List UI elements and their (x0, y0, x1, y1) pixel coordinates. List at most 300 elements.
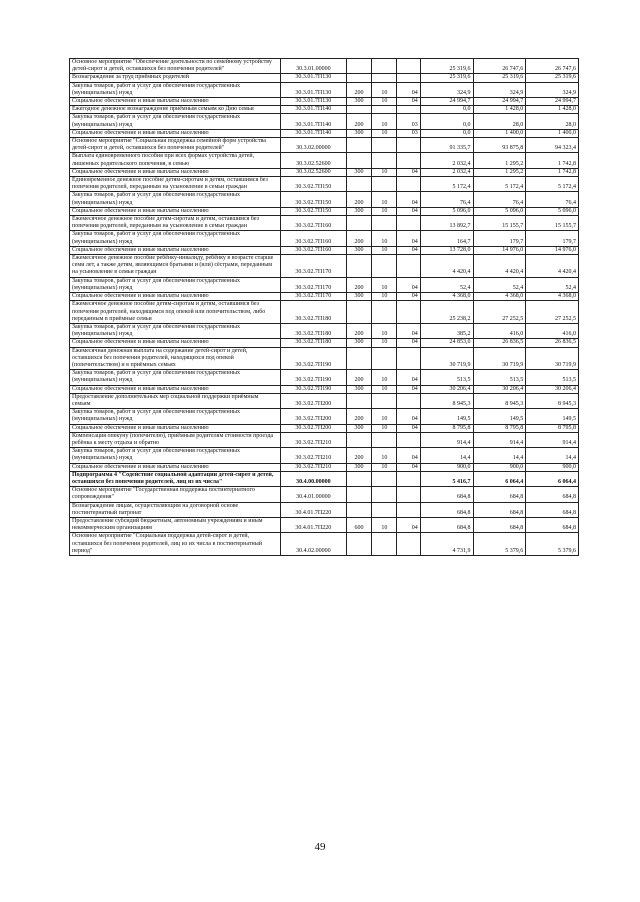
amount-year2-cell: 684,8 (473, 487, 526, 502)
table-row (70, 293, 579, 301)
subsection-cell: 04 (397, 293, 420, 301)
amount-year2-cell: 27 252,5 (473, 301, 526, 324)
amount-year1-cell: 513,5 (420, 370, 473, 385)
table-row (70, 432, 579, 447)
table-row (70, 471, 579, 486)
amount-year3-cell: 179,7 (526, 231, 579, 246)
table-row (70, 339, 579, 347)
amount-year2-cell: 1 295,2 (473, 168, 526, 176)
amount-year2-cell: 8 945,3 (473, 393, 526, 408)
target-code-cell: 30.3.02.7П150 (280, 177, 346, 192)
amount-year2-cell: 149,5 (473, 409, 526, 424)
amount-year2-cell: 5 096,0 (473, 207, 526, 215)
expense-type-cell (346, 177, 371, 192)
section-cell: 10 (372, 246, 397, 254)
subsection-cell (397, 106, 420, 114)
subsection-cell: 04 (397, 207, 420, 215)
subsection-cell: 04 (397, 231, 420, 246)
target-code-cell: 30.3.02.7П160 (280, 246, 346, 254)
subsection-cell (397, 533, 420, 556)
section-cell (372, 153, 397, 168)
expense-type-cell: 200 (346, 114, 371, 129)
expense-type-cell (346, 502, 371, 517)
expense-type-cell (346, 432, 371, 447)
section-cell (372, 177, 397, 192)
target-code-cell: 30.3.02.7П150 (280, 207, 346, 215)
section-cell (372, 471, 397, 486)
amount-year3-cell: 1 742,8 (526, 168, 579, 176)
expense-type-cell: 300 (346, 207, 371, 215)
expense-type-cell (346, 138, 371, 153)
subsection-cell (397, 153, 420, 168)
section-cell: 10 (372, 339, 397, 347)
amount-year3-cell: 8 945,3 (526, 393, 579, 408)
amount-year2-cell: 30 206,4 (473, 385, 526, 393)
amount-year3-cell: 5 172,4 (526, 177, 579, 192)
budget-table-body (70, 59, 579, 556)
amount-year1-cell: 25 319,6 (420, 74, 473, 82)
section-cell (372, 487, 397, 502)
table-row (70, 138, 579, 153)
amount-year2-cell: 914,4 (473, 432, 526, 447)
amount-year1-cell: 5 416,7 (420, 471, 473, 486)
section-cell: 10 (372, 277, 397, 292)
expense-type-cell: 300 (346, 98, 371, 106)
amount-year2-cell: 26 836,5 (473, 339, 526, 347)
target-code-cell: 30.3.02.7П180 (280, 301, 346, 324)
section-cell: 10 (372, 129, 397, 137)
amount-year3-cell: 1 428,0 (526, 106, 579, 114)
amount-year2-cell: 76,4 (473, 192, 526, 207)
amount-year1-cell: 24 994,7 (420, 98, 473, 106)
subsection-cell: 04 (397, 82, 420, 97)
subsection-cell (397, 471, 420, 486)
expense-type-cell (346, 216, 371, 231)
subsection-cell: 04 (397, 385, 420, 393)
amount-year1-cell: 30 206,4 (420, 385, 473, 393)
table-row (70, 129, 579, 137)
amount-year2-cell: 93 875,8 (473, 138, 526, 153)
row-name-cell: Основное мероприятие "Обеспечение деятельности по семейному устройству детей-сирот и детей, оставшихся без попечения родителей" (70, 59, 281, 74)
amount-year2-cell: 30 719,9 (473, 347, 526, 370)
section-cell (372, 347, 397, 370)
amount-year1-cell: 0,0 (420, 106, 473, 114)
amount-year2-cell: 28,0 (473, 114, 526, 129)
amount-year2-cell: 1 400,0 (473, 129, 526, 137)
section-cell (372, 106, 397, 114)
expense-type-cell: 200 (346, 82, 371, 97)
row-name-cell: Ежегодное денежное вознаграждение приёмным семьям ко Дню семьи (70, 106, 281, 114)
section-cell: 10 (372, 385, 397, 393)
amount-year1-cell: 4 368,0 (420, 293, 473, 301)
amount-year3-cell: 1 400,0 (526, 129, 579, 137)
expense-type-cell: 200 (346, 231, 371, 246)
amount-year1-cell: 2 032,4 (420, 168, 473, 176)
amount-year1-cell: 30 719,9 (420, 347, 473, 370)
target-code-cell: 30.3.02.7П150 (280, 192, 346, 207)
table-row (70, 463, 579, 471)
section-cell: 10 (372, 370, 397, 385)
amount-year1-cell: 13 892,7 (420, 216, 473, 231)
section-cell (372, 59, 397, 74)
subsection-cell: 03 (397, 114, 420, 129)
table-row (70, 385, 579, 393)
amount-year2-cell: 15 155,7 (473, 216, 526, 231)
row-name-cell: Закупка товаров, работ и услуг для обеспечения государственных (муниципальных) нужд (70, 114, 281, 129)
subsection-cell (397, 59, 420, 74)
amount-year2-cell: 513,5 (473, 370, 526, 385)
amount-year2-cell: 324,9 (473, 82, 526, 97)
amount-year3-cell: 324,9 (526, 82, 579, 97)
row-name-cell: Выплата единовременного пособия при всех формах устройства детей, лишенных родительского попечения, в семью (70, 153, 281, 168)
amount-year1-cell: 8 795,8 (420, 424, 473, 432)
budget-table (69, 58, 579, 556)
row-name-cell: Компенсация опекуну (попечителю), приёмным родителям стоимости проезда ребёнка к месту отдыха и обратно (70, 432, 281, 447)
amount-year2-cell: 416,0 (473, 323, 526, 338)
amount-year1-cell: 5 096,0 (420, 207, 473, 215)
row-name-cell: Ежемесячное денежное пособие ребёнку-инвалиду, ребёнку в возрасте старше семи лет, а также детям, являющимся братьями и (или) сёстрами, переданным на усыновление в семьи граждан (70, 255, 281, 278)
amount-year1-cell: 684,8 (420, 487, 473, 502)
section-cell: 10 (372, 114, 397, 129)
amount-year1-cell: 4 420,4 (420, 255, 473, 278)
expense-type-cell: 300 (346, 339, 371, 347)
row-name-cell: Вознаграждение лицам, осуществляющим на договорной основе постинтернатный патронат (70, 502, 281, 517)
amount-year3-cell: 14,4 (526, 448, 579, 463)
expense-type-cell: 300 (346, 293, 371, 301)
subsection-cell (397, 177, 420, 192)
target-code-cell: 30.3.02.7П160 (280, 216, 346, 231)
amount-year3-cell: 76,4 (526, 192, 579, 207)
section-cell: 10 (372, 207, 397, 215)
amount-year2-cell: 25 319,6 (473, 74, 526, 82)
amount-year2-cell: 900,0 (473, 463, 526, 471)
subsection-cell: 03 (397, 129, 420, 137)
row-name-cell: Закупка товаров, работ и услуг для обеспечения государственных (муниципальных) нужд (70, 409, 281, 424)
section-cell: 10 (372, 231, 397, 246)
expense-type-cell (346, 153, 371, 168)
target-code-cell: 30.4.01.7П220 (280, 517, 346, 532)
amount-year3-cell: 25 319,6 (526, 74, 579, 82)
section-cell: 10 (372, 192, 397, 207)
amount-year1-cell: 149,5 (420, 409, 473, 424)
amount-year2-cell: 26 747,6 (473, 59, 526, 74)
subsection-cell: 04 (397, 409, 420, 424)
amount-year3-cell: 26 836,5 (526, 339, 579, 347)
subsection-cell (397, 138, 420, 153)
amount-year3-cell: 149,5 (526, 409, 579, 424)
table-row (70, 114, 579, 129)
subsection-cell: 04 (397, 168, 420, 176)
section-cell: 10 (372, 463, 397, 471)
subsection-cell: 04 (397, 448, 420, 463)
row-name-cell: Закупка товаров, работ и услуг для обеспечения государственных (муниципальных) нужд (70, 277, 281, 292)
section-cell: 10 (372, 98, 397, 106)
table-row (70, 517, 579, 532)
expense-type-cell (346, 393, 371, 408)
expense-type-cell: 300 (346, 246, 371, 254)
table-row (70, 192, 579, 207)
row-name-cell: Закупка товаров, работ и услуг для обеспечения государственных (муниципальных) нужд (70, 192, 281, 207)
amount-year3-cell: 1 742,8 (526, 153, 579, 168)
section-cell (372, 138, 397, 153)
row-name-cell: Ежемесячное денежное пособие детям-сиротам и детям, оставшимся без попечения родителей, переданным на усыновление в семьи граждан (70, 216, 281, 231)
target-code-cell: 30.3.02.7П200 (280, 409, 346, 424)
section-cell: 10 (372, 448, 397, 463)
table-row (70, 424, 579, 432)
table-row (70, 323, 579, 338)
row-name-cell: Основное мероприятие "Социальная поддержка семейной форм устройства детей-сирот и детей, оставшихся без попечения родителей" (70, 138, 281, 153)
table-row (70, 347, 579, 370)
target-code-cell: 30.3.02.7П190 (280, 347, 346, 370)
subsection-cell: 04 (397, 323, 420, 338)
row-name-cell: Социальное обеспечение и иные выплаты населению (70, 424, 281, 432)
expense-type-cell (346, 533, 371, 556)
table-row (70, 82, 579, 97)
amount-year3-cell: 416,0 (526, 323, 579, 338)
subsection-cell (397, 347, 420, 370)
amount-year3-cell: 6 064,4 (526, 471, 579, 486)
subsection-cell (397, 502, 420, 517)
row-name-cell: Социальное обеспечение и иные выплаты населению (70, 207, 281, 215)
section-cell: 10 (372, 82, 397, 97)
amount-year1-cell: 25 238,2 (420, 301, 473, 324)
subsection-cell: 04 (397, 339, 420, 347)
amount-year3-cell: 4 368,0 (526, 293, 579, 301)
amount-year2-cell: 14,4 (473, 448, 526, 463)
amount-year1-cell: 164,7 (420, 231, 473, 246)
amount-year3-cell: 28,0 (526, 114, 579, 129)
amount-year3-cell: 14 976,0 (526, 246, 579, 254)
row-name-cell: Закупка товаров, работ и услуг для обеспечения государственных (муниципальных) нужд (70, 323, 281, 338)
expense-type-cell (346, 59, 371, 74)
row-name-cell: Закупка товаров, работ и услуг для обеспечения государственных (муниципальных) нужд (70, 82, 281, 97)
amount-year3-cell: 900,0 (526, 463, 579, 471)
table-row (70, 487, 579, 502)
target-code-cell: 30.3.02.7П210 (280, 432, 346, 447)
amount-year1-cell: 52,4 (420, 277, 473, 292)
target-code-cell: 30.3.01.7П130 (280, 82, 346, 97)
amount-year3-cell: 4 420,4 (526, 255, 579, 278)
target-code-cell: 30.3.01.7П140 (280, 129, 346, 137)
expense-type-cell: 300 (346, 463, 371, 471)
amount-year1-cell: 91 335,7 (420, 138, 473, 153)
row-name-cell: Единовременное денежное пособие детям-сиротам и детям, оставшимся без попечения родителей, переданным на усыновление в семьи граждан (70, 177, 281, 192)
target-code-cell: 30.3.02.7П190 (280, 385, 346, 393)
subsection-cell: 04 (397, 277, 420, 292)
expense-type-cell: 300 (346, 385, 371, 393)
amount-year2-cell: 4 420,4 (473, 255, 526, 278)
row-name-cell: Социальное обеспечение и иные выплаты населению (70, 246, 281, 254)
amount-year1-cell: 14,4 (420, 448, 473, 463)
target-code-cell: 30.3.02.52600 (280, 168, 346, 176)
row-name-cell: Вознаграждение за труд приёмных родителей (70, 74, 281, 82)
amount-year2-cell: 5 172,4 (473, 177, 526, 192)
section-cell (372, 255, 397, 278)
target-code-cell: 30.3.02.7П180 (280, 339, 346, 347)
row-name-cell: Социальное обеспечение и иные выплаты населению (70, 463, 281, 471)
section-cell (372, 301, 397, 324)
amount-year3-cell: 94 323,4 (526, 138, 579, 153)
amount-year3-cell: 30 719,9 (526, 347, 579, 370)
expense-type-cell (346, 471, 371, 486)
amount-year2-cell: 52,4 (473, 277, 526, 292)
amount-year1-cell: 0,0 (420, 129, 473, 137)
amount-year3-cell: 26 747,6 (526, 59, 579, 74)
table-row (70, 409, 579, 424)
table-row (70, 370, 579, 385)
expense-type-cell (346, 106, 371, 114)
target-code-cell: 30.3.02.7П180 (280, 323, 346, 338)
table-row (70, 216, 579, 231)
expense-type-cell: 200 (346, 277, 371, 292)
expense-type-cell: 200 (346, 448, 371, 463)
amount-year3-cell: 15 155,7 (526, 216, 579, 231)
subsection-cell (397, 393, 420, 408)
table-row (70, 177, 579, 192)
expense-type-cell (346, 74, 371, 82)
section-cell (372, 74, 397, 82)
expense-type-cell (346, 487, 371, 502)
table-row (70, 168, 579, 176)
row-name-cell: Закупка товаров, работ и услуг для обеспечения государственных (муниципальных) нужд (70, 231, 281, 246)
target-code-cell: 30.3.01.7П130 (280, 74, 346, 82)
amount-year3-cell: 684,8 (526, 502, 579, 517)
subsection-cell (397, 216, 420, 231)
amount-year1-cell: 8 945,3 (420, 393, 473, 408)
subsection-cell: 04 (397, 463, 420, 471)
section-cell (372, 393, 397, 408)
section-cell (372, 533, 397, 556)
target-code-cell: 30.3.02.7П160 (280, 231, 346, 246)
expense-type-cell: 300 (346, 168, 371, 176)
row-name-cell: Закупка товаров, работ и услуг для обеспечения государственных (муниципальных) нужд (70, 370, 281, 385)
target-code-cell: 30.3.02.7П170 (280, 293, 346, 301)
table-row (70, 207, 579, 215)
row-name-cell: Социальное обеспечение и иные выплаты населению (70, 385, 281, 393)
amount-year1-cell: 385,2 (420, 323, 473, 338)
amount-year1-cell: 900,0 (420, 463, 473, 471)
amount-year3-cell: 52,4 (526, 277, 579, 292)
amount-year3-cell: 27 252,5 (526, 301, 579, 324)
section-cell: 10 (372, 293, 397, 301)
amount-year2-cell: 1 295,2 (473, 153, 526, 168)
section-cell: 10 (372, 168, 397, 176)
table-row (70, 277, 579, 292)
row-name-cell: Ежемесячная денежная выплата на содержание детей-сирот и детей, оставшихся без попечения родителей, находящихся под опекой (попечительством) и в приёмных семьях (70, 347, 281, 370)
row-name-cell: Социальное обеспечение и иные выплаты населению (70, 129, 281, 137)
amount-year2-cell: 14 976,0 (473, 246, 526, 254)
expense-type-cell: 200 (346, 409, 371, 424)
subsection-cell (397, 487, 420, 502)
table-row (70, 393, 579, 408)
expense-type-cell: 200 (346, 323, 371, 338)
section-cell (372, 432, 397, 447)
target-code-cell: 30.3.02.7П200 (280, 424, 346, 432)
amount-year2-cell: 6 064,4 (473, 471, 526, 486)
target-code-cell: 30.3.02.52600 (280, 153, 346, 168)
table-row (70, 255, 579, 278)
amount-year3-cell: 914,4 (526, 432, 579, 447)
row-name-cell: Подпрограмма 4 "Содействие социальной адаптации детей-сирот и детей, оставшихся без попечения родителей, лиц из их числа" (70, 471, 281, 486)
amount-year1-cell: 684,8 (420, 502, 473, 517)
row-name-cell: Социальное обеспечение и иные выплаты населению (70, 168, 281, 176)
expense-type-cell: 300 (346, 424, 371, 432)
table-row (70, 153, 579, 168)
target-code-cell: 30.4.02.00000 (280, 533, 346, 556)
subsection-cell: 04 (397, 424, 420, 432)
subsection-cell: 04 (397, 517, 420, 532)
amount-year1-cell: 25 319,6 (420, 59, 473, 74)
target-code-cell: 30.3.01.7П140 (280, 114, 346, 129)
table-row (70, 533, 579, 556)
subsection-cell: 04 (397, 370, 420, 385)
amount-year2-cell: 4 368,0 (473, 293, 526, 301)
amount-year1-cell: 4 731,9 (420, 533, 473, 556)
target-code-cell: 30.4.01.7П220 (280, 502, 346, 517)
table-row (70, 106, 579, 114)
subsection-cell (397, 432, 420, 447)
row-name-cell: Закупка товаров, работ и услуг для обеспечения государственных (муниципальных) нужд (70, 448, 281, 463)
amount-year3-cell: 24 994,7 (526, 98, 579, 106)
amount-year2-cell: 1 428,0 (473, 106, 526, 114)
amount-year3-cell: 8 795,8 (526, 424, 579, 432)
target-code-cell: 30.3.02.7П190 (280, 370, 346, 385)
row-name-cell: Основное мероприятие "Государственная поддержка постинтернатного сопровождения" (70, 487, 281, 502)
section-cell: 10 (372, 323, 397, 338)
target-code-cell: 30.3.02.7П200 (280, 393, 346, 408)
amount-year3-cell: 5 096,0 (526, 207, 579, 215)
amount-year1-cell: 5 172,4 (420, 177, 473, 192)
amount-year1-cell: 914,4 (420, 432, 473, 447)
target-code-cell: 30.3.01.7П140 (280, 106, 346, 114)
target-code-cell: 30.3.02.7П210 (280, 448, 346, 463)
page-number: 49 (314, 841, 326, 853)
amount-year2-cell: 5 379,6 (473, 533, 526, 556)
amount-year1-cell: 24 853,0 (420, 339, 473, 347)
amount-year3-cell: 30 206,4 (526, 385, 579, 393)
table-row (70, 59, 579, 74)
expense-type-cell: 600 (346, 517, 371, 532)
section-cell (372, 502, 397, 517)
table-row (70, 448, 579, 463)
expense-type-cell (346, 347, 371, 370)
target-code-cell: 30.3.01.7П130 (280, 98, 346, 106)
target-code-cell: 30.3.01.00000 (280, 59, 346, 74)
expense-type-cell (346, 301, 371, 324)
section-cell: 10 (372, 517, 397, 532)
amount-year3-cell: 684,8 (526, 517, 579, 532)
subsection-cell: 04 (397, 192, 420, 207)
amount-year1-cell: 324,9 (420, 82, 473, 97)
subsection-cell: 04 (397, 246, 420, 254)
target-code-cell: 30.3.02.7П170 (280, 277, 346, 292)
table-row (70, 246, 579, 254)
amount-year1-cell: 76,4 (420, 192, 473, 207)
expense-type-cell (346, 255, 371, 278)
table-row (70, 301, 579, 324)
table-row (70, 231, 579, 246)
row-name-cell: Предоставление дополнительных мер социальной поддержки приёмным семьям (70, 393, 281, 408)
target-code-cell: 30.3.02.7П170 (280, 255, 346, 278)
section-cell: 10 (372, 424, 397, 432)
subsection-cell (397, 301, 420, 324)
target-code-cell: 30.3.02.00000 (280, 138, 346, 153)
table-row (70, 74, 579, 82)
target-code-cell: 30.4.00.00000 (280, 471, 346, 486)
row-name-cell: Социальное обеспечение и иные выплаты населению (70, 293, 281, 301)
amount-year3-cell: 684,8 (526, 487, 579, 502)
section-cell: 10 (372, 409, 397, 424)
